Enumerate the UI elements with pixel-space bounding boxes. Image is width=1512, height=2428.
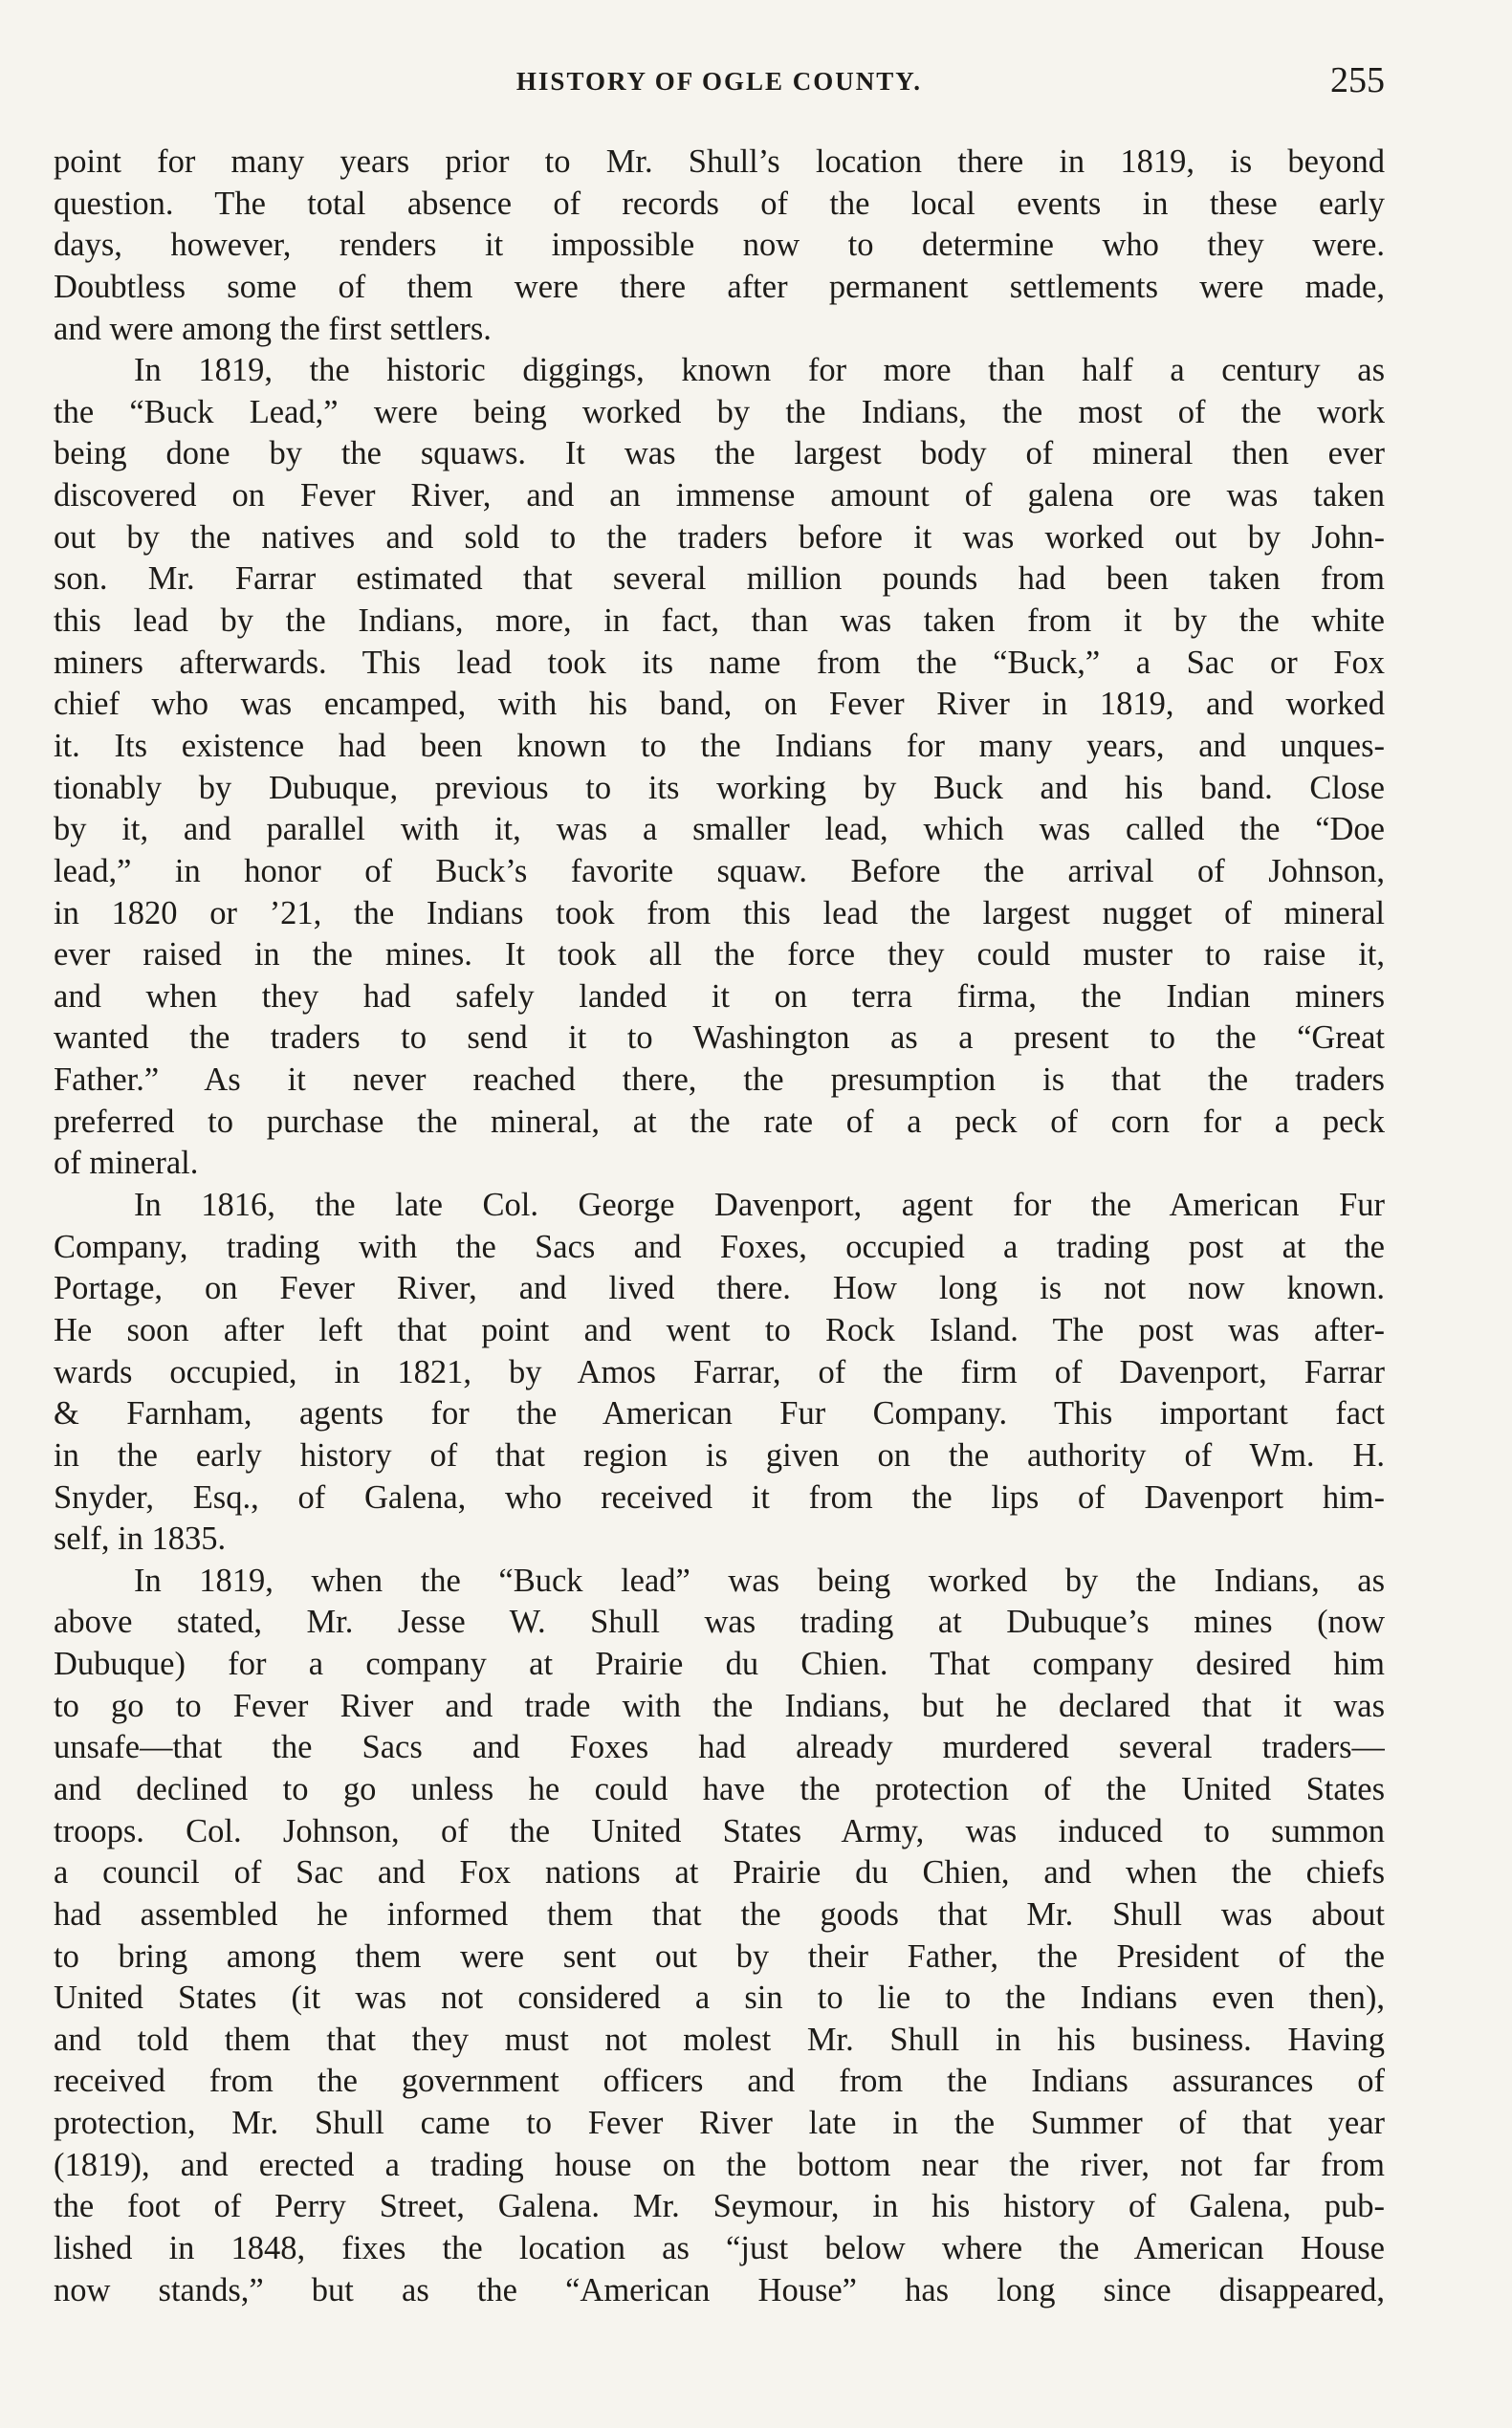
text-line: Dubuque) for a company at Prairie du Chien. That company desired him bbox=[54, 1646, 1385, 1683]
text-line: protection, Mr. Shull came to Fever River late in the Summer of that year bbox=[54, 2105, 1385, 2142]
text-line: and were among the first settlers. bbox=[54, 310, 492, 347]
text-line: by it, and parallel with it, was a smaller lead, which was called the “Doe bbox=[54, 811, 1385, 848]
page-number: 255 bbox=[1330, 60, 1385, 100]
text-line: chief who was encamped, with his band, on Fever River in 1819, and worked bbox=[54, 686, 1385, 723]
text-line: In 1819, the historic diggings, known for more than half a century as bbox=[134, 352, 1385, 389]
text-line: In 1816, the late Col. George Davenport, agent for the American Fur bbox=[134, 1187, 1385, 1224]
text-line: & Farnham, agents for the American Fur Company. This important fact bbox=[54, 1395, 1385, 1433]
text-line: ever raised in the mines. It took all the force they could muster to raise it, bbox=[54, 936, 1385, 973]
text-line: a council of Sac and Fox nations at Prairie du Chien, and when the chiefs bbox=[54, 1854, 1385, 1892]
text-line: days, however, renders it impossible now to determine who they were. bbox=[54, 227, 1385, 264]
text-line: wanted the traders to send it to Washington as a present to the “Great bbox=[54, 1019, 1385, 1057]
text-line: above stated, Mr. Jesse W. Shull was trading at Dubuque’s mines (now bbox=[54, 1604, 1385, 1641]
text-line: tionably by Dubuque, previous to its working by Buck and his band. Close bbox=[54, 769, 1385, 806]
text-line: He soon after left that point and went to Rock Island. The post was after- bbox=[54, 1311, 1385, 1348]
text-line: Snyder, Esq., of Galena, who received it from the lips of Davenport him- bbox=[54, 1478, 1385, 1516]
text-line: it. Its existence had been known to the Indians for many years, and unques- bbox=[54, 727, 1385, 764]
text-line: Company, trading with the Sacs and Foxes, occupied a trading post at the bbox=[54, 1228, 1385, 1265]
text-line: Portage, on Fever River, and lived there. How long is not now known. bbox=[54, 1270, 1385, 1307]
text-line: of mineral. bbox=[54, 1145, 199, 1182]
text-line: self, in 1835. bbox=[54, 1520, 227, 1558]
text-line: question. The total absence of records of the local events in these early bbox=[54, 185, 1385, 222]
text-line: son. Mr. Farrar estimated that several million pounds had been taken from bbox=[54, 560, 1385, 598]
text-line: lead,” in honor of Buck’s favorite squaw. Before the arrival of Johnson, bbox=[54, 852, 1385, 889]
text-line: discovered on Fever River, and an immense amount of galena ore was taken bbox=[54, 477, 1385, 514]
text-line: point for many years prior to Mr. Shull’s location there in 1819, is beyond bbox=[54, 143, 1385, 180]
text-line: and told them that they must not molest Mr. Shull in his business. Having bbox=[54, 2021, 1385, 2058]
text-line: lished in 1848, fixes the location as “just below where the American House bbox=[54, 2230, 1385, 2267]
text-line: In 1819, when the “Buck lead” was being worked by the Indians, as bbox=[134, 1562, 1385, 1599]
text-line: and when they had safely landed it on terra firma, the Indian miners bbox=[54, 977, 1385, 1015]
text-line: United States (it was not considered a sin to lie to the Indians even then), bbox=[54, 1980, 1385, 2017]
text-line: this lead by the Indians, more, in fact, than was taken from it by the white bbox=[54, 602, 1385, 640]
text-line: and declined to go unless he could have the protection of the United States bbox=[54, 1770, 1385, 1807]
text-line: to go to Fever River and trade with the Indians, but he declared that it was bbox=[54, 1687, 1385, 1724]
text-line: now stands,” but as the “American House” has long since disappeared, bbox=[54, 2271, 1385, 2308]
text-line: had assembled he informed them that the goods that Mr. Shull was about bbox=[54, 1895, 1385, 1933]
running-title: HISTORY OF OGLE COUNTY. bbox=[515, 67, 923, 96]
text-line: miners afterwards. This lead took its name from the “Buck,” a Sac or Fox bbox=[54, 644, 1385, 681]
text-line: preferred to purchase the mineral, at the rate of a peck of corn for a peck bbox=[54, 1103, 1385, 1140]
running-head bbox=[54, 59, 1385, 107]
text-line: wards occupied, in 1821, by Amos Farrar, of the firm of Davenport, Farrar bbox=[54, 1353, 1385, 1390]
text-line: in 1820 or ’21, the Indians took from this lead the largest nugget of mineral bbox=[54, 894, 1385, 931]
text-line: Doubtless some of them were there after permanent settlements were made, bbox=[54, 268, 1385, 305]
text-line: Father.” As it never reached there, the presumption is that the traders bbox=[54, 1061, 1385, 1099]
text-line: the foot of Perry Street, Galena. Mr. Seymour, in his history of Galena, pub- bbox=[54, 2188, 1385, 2225]
text-line: the “Buck Lead,” were being worked by the Indians, the most of the work bbox=[54, 393, 1385, 430]
text-line: (1819), and erected a trading house on the bottom near the river, not far from bbox=[54, 2146, 1385, 2183]
text-line: out by the natives and sold to the traders before it was worked out by John- bbox=[54, 518, 1385, 556]
text-line: in the early history of that region is given on the authority of Wm. H. bbox=[54, 1436, 1385, 1474]
body-text bbox=[54, 142, 1385, 2311]
text-line: troops. Col. Johnson, of the United States Army, was induced to summon bbox=[54, 1812, 1385, 1849]
text-line: to bring among them were sent out by their Father, the President of the bbox=[54, 1937, 1385, 1975]
text-line: unsafe—that the Sacs and Foxes had already murdered several traders— bbox=[54, 1729, 1385, 1766]
text-line: being done by the squaws. It was the largest body of mineral then ever bbox=[54, 435, 1385, 472]
text-line: received from the government officers and from the Indians assurances of bbox=[54, 2063, 1385, 2100]
